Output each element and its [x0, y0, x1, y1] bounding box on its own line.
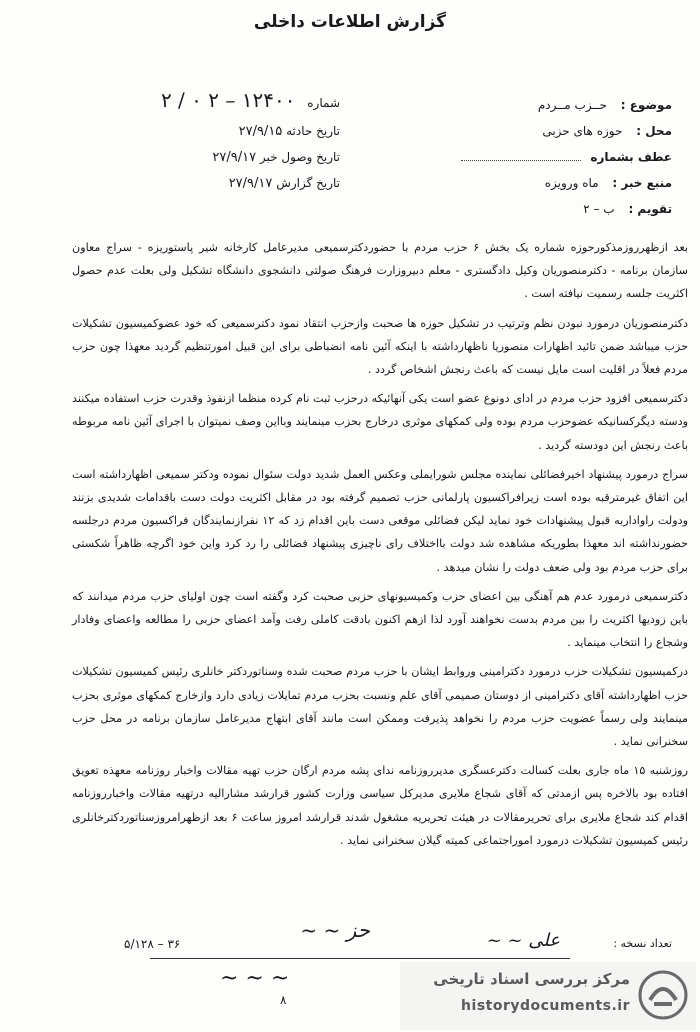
reference-dotted-line [461, 150, 581, 161]
source-label: منبع خبر : [612, 176, 672, 190]
source-field [545, 176, 672, 190]
paragraph: دکترمنصوریان درمورد نبودن نظم وترتیب در تشکیل حوزه ها صحبت وازحزب انتقاد نمود دکترسمیعی که خود عضوکمیسیون تشکیلات حزب میباشد ضمن تائید اظهارات منصوریا ناظهارداشته با اینکه آئین نامه انضباطی برای این قبیل امورتنظیم گردید معهذا چون حزب مردم فعلاً در اقلیت است مایل نیست که باعث رنجش اشخاص گردد . [72, 316, 688, 377]
page-number: ۸ [280, 993, 287, 1007]
reference-label: عطف بشماره [590, 150, 672, 164]
reference-field [461, 150, 672, 164]
received-date-value: ۲۷/۹/۱۷ [212, 150, 257, 165]
paragraph: دکترسمیعی درمورد عدم هم آهنگی بین اعضای حزب وکمیسیونهای حزبی صحبت کرد وگفته است چون اولیای حزب مردم میدانند که باین زودیها اکثریت را بین مردم بدست نخواهند آورد لذا ازهم اکنون بادقت کاملی رفت وآمد اعضای حزبی را مطالعه واعضای وفادار وشجاع را انتخاب مینماید . [72, 589, 688, 650]
event-date-value: ۲۷/۹/۱۵ [238, 124, 283, 139]
received-date-field [212, 150, 340, 165]
received-date-label: تاریخ وصول خبر [259, 150, 340, 164]
place-value: حوزه های حزبی [542, 124, 623, 138]
subject-label: موضوع : [620, 98, 672, 112]
place-field [542, 124, 672, 138]
file-number: ۵/۱۲۸ – ۳۶ [124, 937, 181, 951]
evaluation-field [583, 202, 672, 216]
source-value: ماه ورویزه [544, 176, 599, 190]
event-date-field [239, 124, 340, 139]
archive-emblem-icon [638, 970, 688, 1020]
event-date-label: تاریخ حادثه [286, 124, 340, 138]
place-label: محل : [636, 124, 672, 138]
evaluation-value: ب – ۲ [583, 202, 615, 216]
number-field [161, 88, 340, 112]
paragraph: درکمیسیون تشکیلات حزب درمورد دکترامینی وروابط ایشان با حزب مردم صحبت شده وسناتوردکتر خانلری رئیس کمیسیون تشکیلات حزب اظهارداشته آقای دکترامینی از دوستان صمیمی آقای علم ونسبت بحزب مردم تمایلات زیادی دارد وازخارج کمکهای موثری بحزب مینمایند ولی رسماً عضویت حزب مردم را نخواهد پذیرفت وممکن است مانند آقای ابتهاج مدیرعامل سازمان برنامه در محل حزب سخنرانی نماید . [72, 665, 688, 749]
signature-scribble-3: ~ ~ ~ [220, 966, 290, 991]
number-value: ۱۲۴۰۰ – ۲ ۰ / ۲ [160, 88, 296, 112]
paragraph: روزشنبه ۱۵ ماه جاری بعلت کسالت دکترعسگری مدیرروزنامه ندای پشه مردم ارگان حزب تهیه مقالات واخبار روزنامه معهذه تعویق افتاده بود بالاخره پس ازمدتی که آقای شجاع ملایری مدیرکل سیاسی وزارت کشور قرارشد مشاراليه درتهیه مقالات واخبارروزنامه اقدام کند شجاع ملایری برای تحریرمقالات در هیئت تحریریه مشغول شدند قرارشد امروز ساعت ۶ بعد ازظهرامروزسناتوردکترخانلری رئیس کمیسیون تشکیلات درمورد اموراجتماعی کمیته گیلان سخنرانی نماید . [72, 764, 688, 847]
report-date-value: ۲۷/۹/۱۷ [228, 176, 273, 191]
report-body [72, 236, 688, 858]
signature-scribble-2: ﺣﺰ ~ ~ [300, 918, 370, 942]
report-date-label: تاریخ گزارش [276, 176, 340, 190]
document-title: گزارش اطلاعات داخلی [253, 12, 447, 32]
evaluation-label: تقویم : [628, 202, 672, 216]
archive-url: historydocuments.ir [461, 998, 630, 1014]
paragraph: سراج درمورد پیشنهاد اخیرفضائلی نماینده مجلس شورایملی وعکس العمل شدید دولت سئوال نموده ودکتر سمیعی اظهارداشته است این اتفاق غیرمترقبه بوده است زیرافراکسیون پارلمانی حزب تصمیم گرفته بود در مقابل اکثریت دولت دست باقدامات شدیدی بزنند ودولت راواداربه قبول پیشنهادات خود نماید لیکن فضائلی موقعی دست باین اقدام زد که ۱۲ نفرازنمایندگان فراکسیون مردم درجلسه حضورنداشته اند معهذا بطوریکه مشاهده شد دولت بااختلاف رای ناچیزی پیشنهاد فضائلی را رد کرد واین خود اگرچه ظاهراً شکستی برای حزب مردم بود ولی ضعف دولت را نشان میدهد . [72, 467, 688, 574]
report-date-field [229, 176, 340, 191]
paragraph: بعد ازظهرروزمذکورحوزه شماره یک بخش ۶ حزب مردم با حضوردکترسمیعی مدیرعامل کارخانه شیر پاستوریزه - سراج معاون سازمان برنامه - دکترمنصوریان وکیل دادگستری - معلم دبیروزارت فرهنگ صولتی دانشجوی دانشگاه تشکیل ولی بعلت عدم حصول اکثریت جلسه رسمیت نیافته است . [72, 241, 688, 301]
paragraph: دکترسمیعی افزود حزب مردم در ادای دونوع عضو است یکی آنهائیکه درحزب ثبت نام کرده منظما ازنفوذ وقدرت حزب استفاده میکنند ودسته دیگرکسانیکه عضوحزب مردم بوده ولی کمکهای موثری درخارج بحزب مینمایند وبااین وصف نمیتوان با اجرای آئین نامه مربوطه باعث رنجش این دودسته گردید . [72, 392, 688, 452]
number-label: شماره [307, 96, 340, 110]
archive-watermark [400, 962, 696, 1030]
signature-scribble-1: ﻋﻠﯽ ~ ~ [486, 930, 560, 951]
subject-value: حــزب مــردم [537, 98, 607, 112]
subject-field [538, 98, 672, 112]
archive-name: مرکز بررسی اسناد تاریخی [433, 970, 630, 988]
signature-line [150, 958, 570, 959]
copies-label: تعداد نسخه : [613, 937, 672, 950]
